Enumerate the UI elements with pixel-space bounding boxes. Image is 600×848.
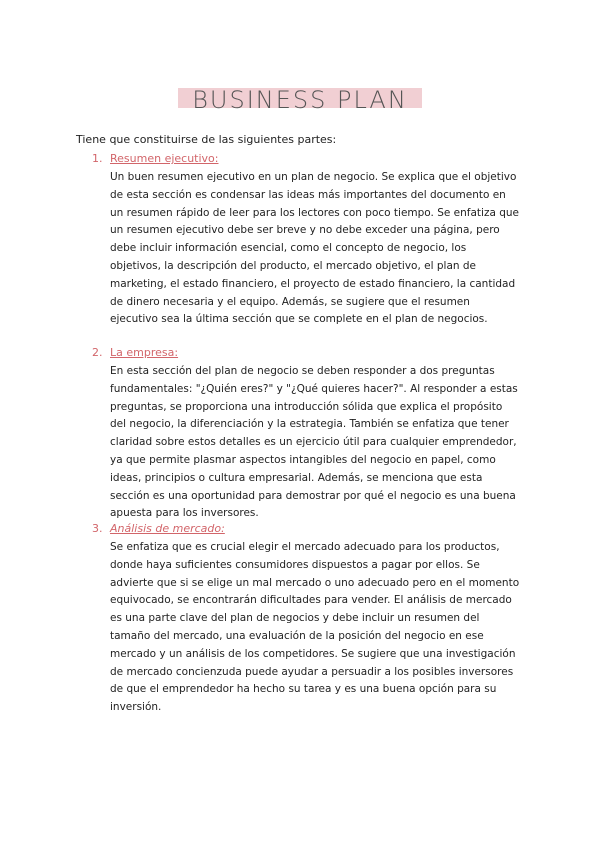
section-heading-label: Análisis de mercado: — [110, 522, 225, 535]
section-heading — [92, 151, 532, 167]
section-heading-label: Resumen ejecutivo: — [110, 152, 219, 165]
section-analisis-de-mercado — [92, 521, 532, 717]
section-la-empresa — [92, 345, 532, 523]
intro-text: Tiene que constituirse de las siguientes partes: — [76, 133, 337, 146]
section-heading — [92, 521, 532, 537]
section-heading-label: La empresa: — [110, 346, 179, 359]
section-number: 1. — [92, 152, 103, 165]
section-number: 3. — [92, 522, 103, 535]
section-body: Se enfatiza que es crucial elegir el mercado adecuado para los productos, donde haya suficientes consumidores dispuestos a pagar por ellos. Se advierte que si se elige un mal mercado o uno adecuado pero en el momento equivocado, se encontrarán dificultades para vender. El análisis de mercado es una parte clave del plan de negocios y debe incluir un resumen del tamaño del mercado, una evaluación de la posición del negocio en ese mercado y un análisis de los competidores. Se sugiere que una investigación de mercado concienzuda puede ayudar a persuadir a los posibles inversores de que el emprendedor ha hecho su tarea y es una buena opción para su inversión. — [110, 541, 520, 714]
section-body: En esta sección del plan de negocio se deben responder a dos preguntas fundamentales: "¿Quién eres?" y "¿Qué quieres hacer?". Al responder a estas preguntas, se proporciona una introducción sólida que explica el propósito del negocio, la diferenciación y la estrategia. También se enfatiza que tener claridad sobre estos detalles es un ejercicio útil para cualquier emprendedor, ya que permite plasmar aspectos intangibles del negocio en papel, como ideas, principios o cultura empresarial. Además, se menciona que esta sección es una oportunidad para demostrar por qué el negocio es una buena apuesta para los inversores. — [110, 365, 518, 520]
title-wrap — [0, 88, 600, 112]
document-title: BUSINESS PLAN — [178, 88, 422, 108]
section-resumen-ejecutivo — [92, 151, 532, 329]
section-number: 2. — [92, 346, 103, 359]
section-body: Un buen resumen ejecutivo en un plan de negocio. Se explica que el objetivo de esta sección es condensar las ideas más importantes del documento en un resumen rápido de leer para los lectores con poco tiempo. Se enfatiza que un resumen ejecutivo debe ser breve y no debe exceder una página, pero debe incluir información esencial, como el concepto de negocio, los objetivos, la descripción del producto, el mercado objetivo, el plan de marketing, el estado financiero, el proyecto de estado financiero, la cantidad de dinero necesaria y el equipo. Además, se sugiere que el resumen ejecutivo sea la última sección que se complete en el plan de negocios. — [110, 171, 520, 326]
section-heading — [92, 345, 532, 361]
